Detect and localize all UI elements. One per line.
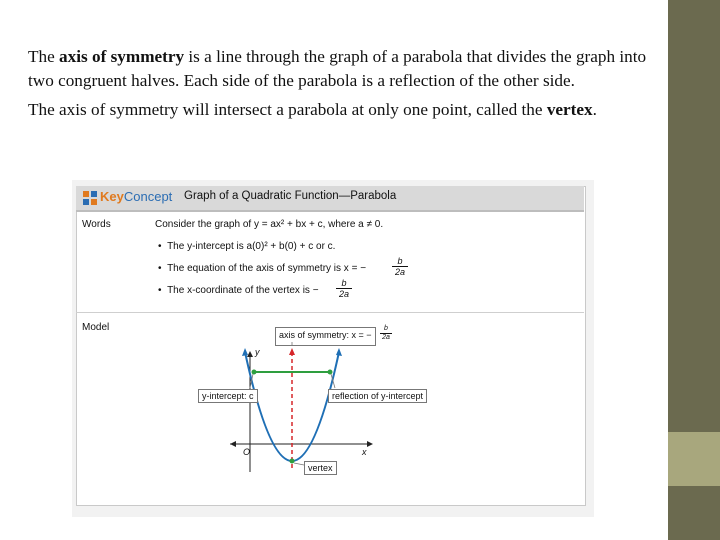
- text-span: The: [28, 47, 60, 66]
- callout-y-intercept: [198, 389, 258, 403]
- fraction-denominator: 2a: [338, 289, 349, 299]
- callout-vertex: [304, 461, 337, 475]
- reflection-point: [328, 370, 333, 375]
- bullet-3: • The x-coordinate of the vertex is −: [158, 285, 319, 296]
- figure-title: Graph of a Quadratic Function—Parabola: [184, 190, 397, 202]
- key-concept-header: [76, 186, 584, 212]
- vertex-leader: [294, 463, 304, 465]
- fraction-numerator: b: [380, 325, 392, 334]
- fraction-denominator: 2a: [382, 334, 390, 341]
- term-axis-of-symmetry: axis of symmetry: [59, 47, 185, 66]
- bullet-3-text: The x-coordinate of the vertex is −: [167, 285, 319, 296]
- fraction-numerator: b: [392, 256, 408, 267]
- x-axis-label: x: [362, 447, 367, 457]
- fraction-numerator: b: [336, 278, 352, 289]
- callout-reflection-text: reflection of y-intercept: [332, 391, 424, 401]
- row-divider: [76, 312, 584, 313]
- parabola-left-arrow-icon: [242, 348, 248, 356]
- text-span: .: [592, 100, 597, 119]
- brand-key-text: Key: [100, 189, 124, 204]
- bullet-3-fraction: [336, 278, 352, 299]
- term-vertex: vertex: [546, 100, 593, 119]
- callout-vertex-text: vertex: [308, 463, 333, 473]
- text-span: is a line through the graph of a parabola that divides the graph into two congruent halves. Each side of the parabola is a reflection of the other side.: [28, 47, 647, 90]
- slide-sidebar: [665, 0, 720, 540]
- brand-key: [100, 189, 172, 204]
- parabola-right-arrow-icon: [336, 348, 342, 356]
- callout-axis-text: axis of symmetry: x = −: [279, 330, 372, 340]
- fraction-denominator: 2a: [394, 267, 405, 277]
- origin-label: O: [243, 447, 251, 457]
- bullet-2-text: The equation of the axis of symmetry is x = −: [167, 263, 367, 274]
- sidebar-panel-top: [665, 0, 720, 432]
- sidebar-panel-accent: [665, 432, 720, 486]
- y-axis-label: y: [255, 347, 260, 357]
- bullet-1-text: The y-intercept is a(0)² + b(0) + c or c.: [167, 241, 336, 252]
- y-intercept-point: [252, 370, 257, 375]
- callout-y-intercept-text: y-intercept: c: [202, 391, 254, 401]
- bullet-1: • The y-intercept is a(0)² + b(0) + c or c.: [158, 241, 336, 252]
- paragraph-vertex-definition: [28, 98, 648, 122]
- callout-reflection: [328, 389, 427, 403]
- model-label: Model: [82, 322, 110, 333]
- vertex-point: [290, 459, 295, 464]
- brand-concept-text: Concept: [123, 189, 173, 204]
- axis-of-symmetry-arrow-icon: [289, 348, 295, 355]
- bullet-2: • The equation of the axis of symmetry is x = −: [158, 263, 367, 274]
- bullet-2-fraction: [392, 256, 408, 277]
- slide-text: [28, 45, 648, 128]
- key-concept-logo-icon: [83, 191, 97, 205]
- x-axis: [230, 441, 373, 447]
- words-consider-text: Consider the graph of y = ax² + bx + c, where a ≠ 0.: [155, 219, 384, 230]
- text-span: The axis of symmetry will intersect a parabola at only one point, called the: [28, 100, 547, 119]
- sidebar-panel-bottom: [665, 486, 720, 540]
- sidebar-divider: [665, 0, 668, 540]
- words-label: Words: [82, 219, 111, 230]
- paragraph-axis-definition: [28, 45, 648, 92]
